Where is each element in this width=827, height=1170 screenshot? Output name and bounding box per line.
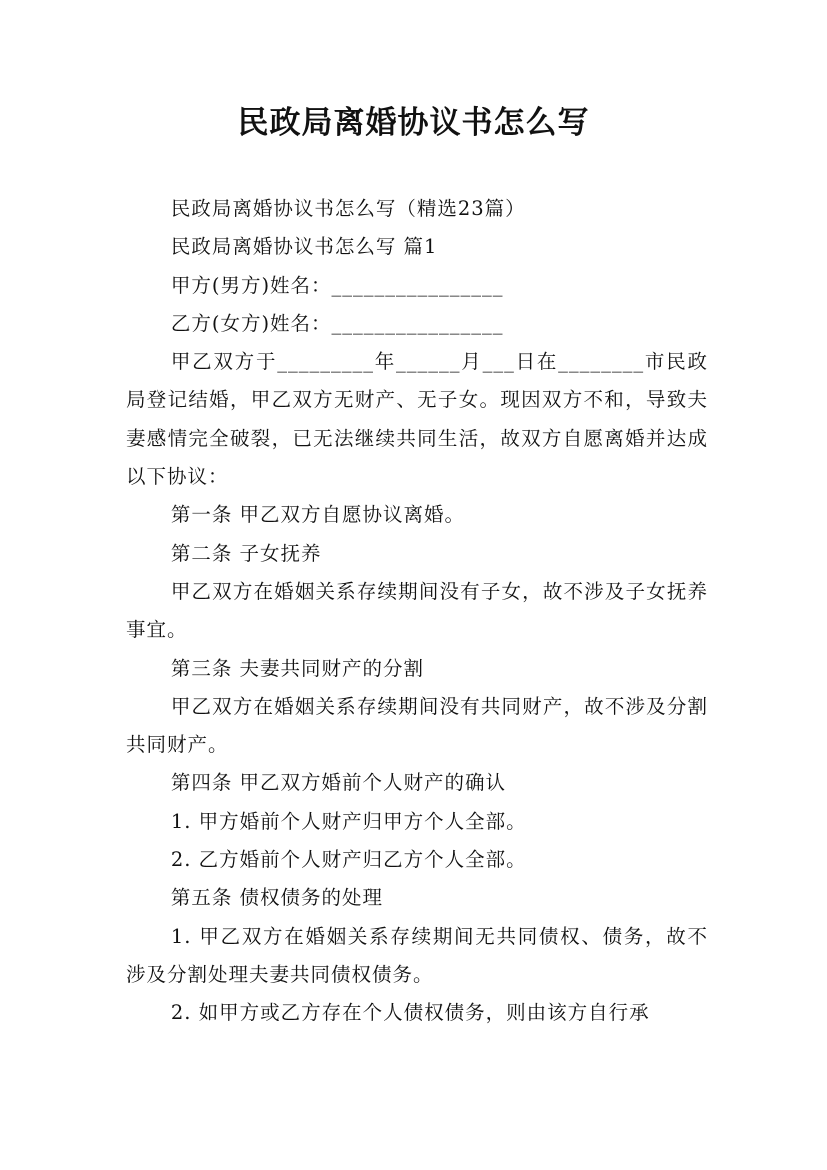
paragraph-article-4-item-1: 1. 甲方婚前个人财产归甲方个人全部。 <box>170 809 527 833</box>
paragraph-subtitle: 民政局离婚协议书怎么写（精选23篇） <box>170 197 526 220</box>
paragraph-article-2-body: 甲乙双方在婚姻关系存续期间没有子女，故不涉及子女抚养事宜。 <box>126 579 708 642</box>
paragraph-article-3-heading: 第三条 夫妻共同财产的分割 <box>170 656 425 680</box>
paragraph-article-4-heading: 第四条 甲乙双方婚前个人财产的确认 <box>170 771 507 795</box>
paragraph-party-b-name: 乙方(女方)姓名：________________ <box>170 311 504 335</box>
document-title: 民政局离婚协议书怎么写 <box>237 105 590 141</box>
paragraph-marriage-registration: 甲乙双方于_________年______月___日在________市民政局登记结婚，甲乙双方无财产、无子女。现因双方不和，导致夫妻感情完全破裂，已无法继续共同生活，故双方自愿离婚并达成以下协议： <box>126 350 708 489</box>
paragraph-article-5-heading: 第五条 债权债务的处理 <box>170 886 384 910</box>
paragraph-article-5-item-2: 2. 如甲方或乙方存在个人债权债务，则由该方自行承 <box>170 1001 650 1025</box>
document-body <box>126 190 708 1033</box>
paragraph-article-1: 第一条 甲乙双方自愿协议离婚。 <box>170 503 466 527</box>
paragraph-article-5-item-1: 1. 甲乙双方在婚姻关系存续期间无共同债权、债务，故不涉及分割处理夫妻共同债权债务。 <box>126 924 708 986</box>
paragraph-article-2-heading: 第二条 子女抚养 <box>170 541 322 565</box>
paragraph-section-heading: 民政局离婚协议书怎么写 篇1 <box>170 235 438 259</box>
paragraph-article-3-body: 甲乙双方在婚姻关系存续期间没有共同财产，故不涉及分割共同财产。 <box>126 694 708 757</box>
paragraph-article-4-item-2: 2. 乙方婚前个人财产归乙方个人全部。 <box>170 848 527 872</box>
paragraph-party-a-name: 甲方(男方)姓名：________________ <box>170 273 504 297</box>
